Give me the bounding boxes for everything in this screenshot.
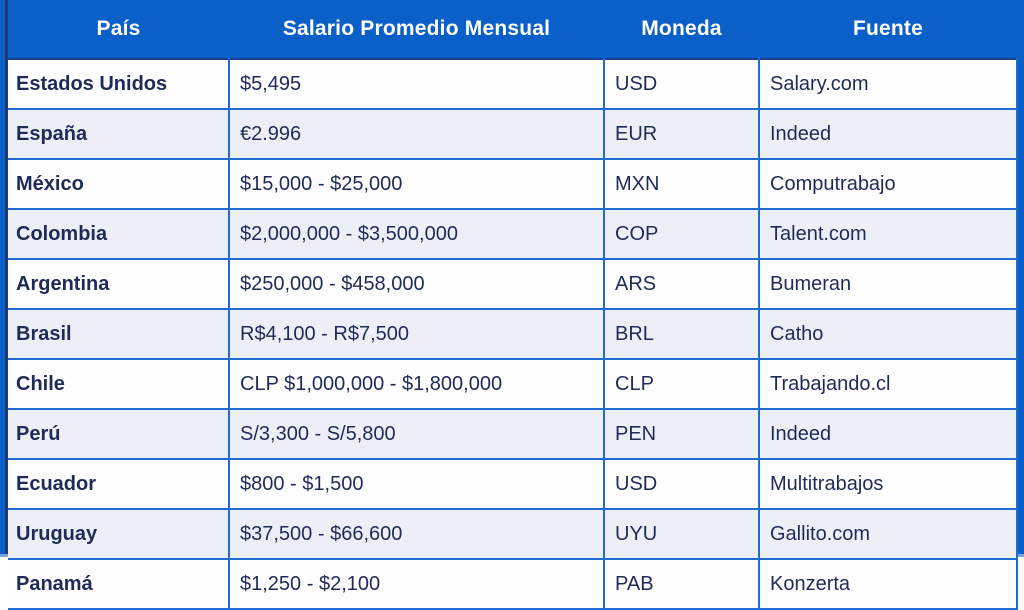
cell-fuente: Talent.com bbox=[759, 209, 1017, 259]
cell-salario: R$4,100 - R$7,500 bbox=[229, 309, 604, 359]
header-row bbox=[8, 0, 1017, 59]
cell-salario: $5,495 bbox=[229, 59, 604, 109]
cell-pais: España bbox=[8, 109, 229, 159]
cell-fuente: Indeed bbox=[759, 409, 1017, 459]
cell-moneda: MXN bbox=[604, 159, 759, 209]
cell-moneda: EUR bbox=[604, 109, 759, 159]
cell-pais: México bbox=[8, 159, 229, 209]
table-row bbox=[8, 559, 1017, 609]
salary-table-header bbox=[8, 0, 1017, 59]
cell-fuente: Gallito.com bbox=[759, 509, 1017, 559]
cell-moneda: PEN bbox=[604, 409, 759, 459]
table-row bbox=[8, 509, 1017, 559]
cell-moneda: PAB bbox=[604, 559, 759, 609]
salary-table bbox=[8, 0, 1018, 610]
cell-salario: $1,250 - $2,100 bbox=[229, 559, 604, 609]
cell-moneda: ARS bbox=[604, 259, 759, 309]
table-row bbox=[8, 109, 1017, 159]
cell-salario: $15,000 - $25,000 bbox=[229, 159, 604, 209]
cell-salario: €2.996 bbox=[229, 109, 604, 159]
salary-table-body bbox=[8, 59, 1017, 609]
table-row bbox=[8, 159, 1017, 209]
table-row bbox=[8, 259, 1017, 309]
cell-pais: Colombia bbox=[8, 209, 229, 259]
cell-salario: CLP $1,000,000 - $1,800,000 bbox=[229, 359, 604, 409]
cell-fuente: Catho bbox=[759, 309, 1017, 359]
cell-fuente: Computrabajo bbox=[759, 159, 1017, 209]
table-row bbox=[8, 59, 1017, 109]
cell-pais: Uruguay bbox=[8, 509, 229, 559]
cell-fuente: Multitrabajos bbox=[759, 459, 1017, 509]
salary-table-border bbox=[5, 0, 1017, 595]
cell-pais: Brasil bbox=[8, 309, 229, 359]
cell-pais: Panamá bbox=[8, 559, 229, 609]
cell-fuente: Indeed bbox=[759, 109, 1017, 159]
cell-fuente: Bumeran bbox=[759, 259, 1017, 309]
cell-pais: Ecuador bbox=[8, 459, 229, 509]
cell-moneda: USD bbox=[604, 459, 759, 509]
header-pais: País bbox=[8, 0, 229, 59]
table-row bbox=[8, 209, 1017, 259]
cell-fuente: Konzerta bbox=[759, 559, 1017, 609]
header-salario-promedio-mensual: Salario Promedio Mensual bbox=[229, 0, 604, 59]
cell-moneda: CLP bbox=[604, 359, 759, 409]
table-row bbox=[8, 359, 1017, 409]
cell-fuente: Trabajando.cl bbox=[759, 359, 1017, 409]
cell-salario: $2,000,000 - $3,500,000 bbox=[229, 209, 604, 259]
cell-moneda: BRL bbox=[604, 309, 759, 359]
cell-pais: Perú bbox=[8, 409, 229, 459]
cell-salario: $37,500 - $66,600 bbox=[229, 509, 604, 559]
cell-moneda: UYU bbox=[604, 509, 759, 559]
cell-pais: Chile bbox=[8, 359, 229, 409]
cell-moneda: USD bbox=[604, 59, 759, 109]
table-row bbox=[8, 309, 1017, 359]
header-fuente: Fuente bbox=[759, 0, 1017, 59]
cell-salario: S/3,300 - S/5,800 bbox=[229, 409, 604, 459]
cell-salario: $250,000 - $458,000 bbox=[229, 259, 604, 309]
cell-pais: Estados Unidos bbox=[8, 59, 229, 109]
cell-moneda: COP bbox=[604, 209, 759, 259]
header-moneda: Moneda bbox=[604, 0, 759, 59]
table-row bbox=[8, 409, 1017, 459]
cell-salario: $800 - $1,500 bbox=[229, 459, 604, 509]
cell-fuente: Salary.com bbox=[759, 59, 1017, 109]
table-row bbox=[8, 459, 1017, 509]
cell-pais: Argentina bbox=[8, 259, 229, 309]
